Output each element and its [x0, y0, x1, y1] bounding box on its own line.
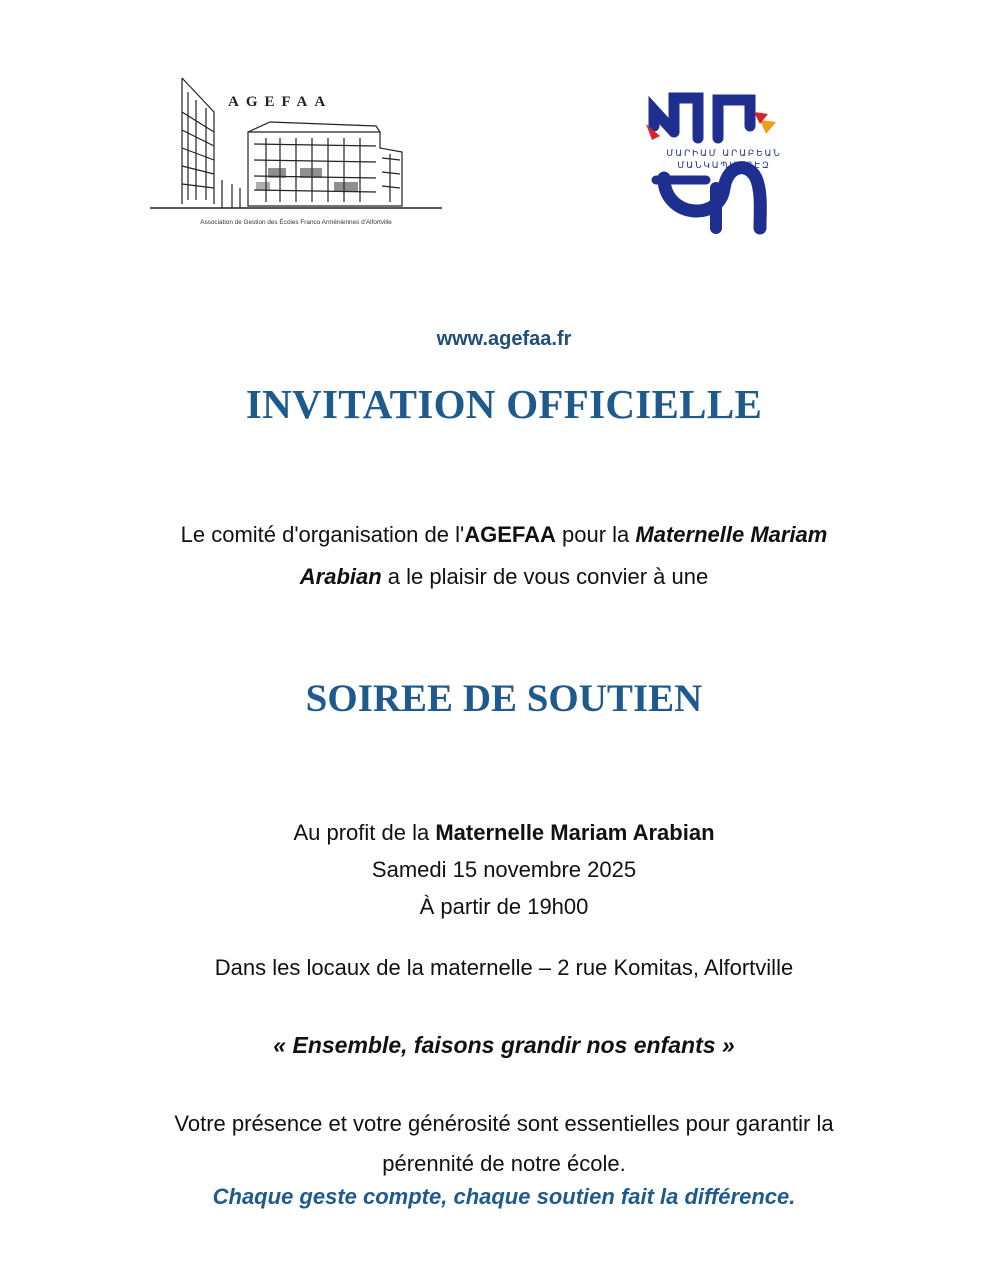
intro-text-3: a le plaisir de vous convier à une — [381, 564, 709, 589]
event-benefit-school: Maternelle Mariam Arabian — [435, 820, 715, 845]
mariam-arabian-logo — [636, 88, 816, 238]
intro-school-name-1: Maternelle Mariam — [635, 522, 828, 547]
closing-line-1: Votre présence et votre générosité sont essentielles pour garantir la — [174, 1111, 834, 1136]
closing-line-2: pérennité de notre école. — [382, 1151, 626, 1176]
event-details — [0, 814, 1008, 925]
orange-accent-icon — [760, 120, 776, 134]
agefaa-logo-caption: Association de Gestion des Écoles Franco Arméniennes d'Alfortville — [200, 219, 392, 226]
intro-org-name: AGEFAA — [464, 522, 556, 547]
intro-line-2 — [0, 556, 1008, 598]
event-benefit — [0, 814, 1008, 851]
mariam-logo-armenian-line1: ՄԱՐԻԱՄ ԱՐԱԲԵԱՆ — [666, 149, 782, 159]
website-link[interactable]: www.agefaa.fr — [436, 328, 572, 350]
event-location: Dans les locaux de la maternelle – 2 rue Komitas, Alfortville — [214, 955, 794, 980]
event-title: SOIREE DE SOUTIEN — [305, 677, 703, 720]
event-benefit-prefix: Au profit de la — [293, 820, 436, 845]
event-date: Samedi 15 novembre 2025 — [371, 857, 637, 882]
closing-paragraph — [0, 1104, 1008, 1184]
agefaa-logo-title: AGEFAA — [228, 94, 333, 110]
agefaa-logo — [140, 72, 452, 232]
intro-line-1 — [0, 514, 1008, 556]
page-title: INVITATION OFFICIELLE — [245, 381, 763, 427]
event-time: À partir de 19h00 — [419, 894, 589, 919]
closing-tagline: Chaque geste compte, chaque soutien fait la différence. — [212, 1184, 796, 1209]
slogan: « Ensemble, faisons grandir nos enfants » — [273, 1032, 735, 1058]
intro-text-2: pour la — [555, 522, 636, 547]
intro-text-1: Le comité d'organisation de l' — [180, 522, 465, 547]
intro-school-name-2: Arabian — [299, 564, 382, 589]
intro-paragraph — [0, 514, 1008, 598]
mariam-logo-armenian-line2: ՄԱՆԿԱՊԱՐՏԷԶ — [677, 161, 771, 171]
